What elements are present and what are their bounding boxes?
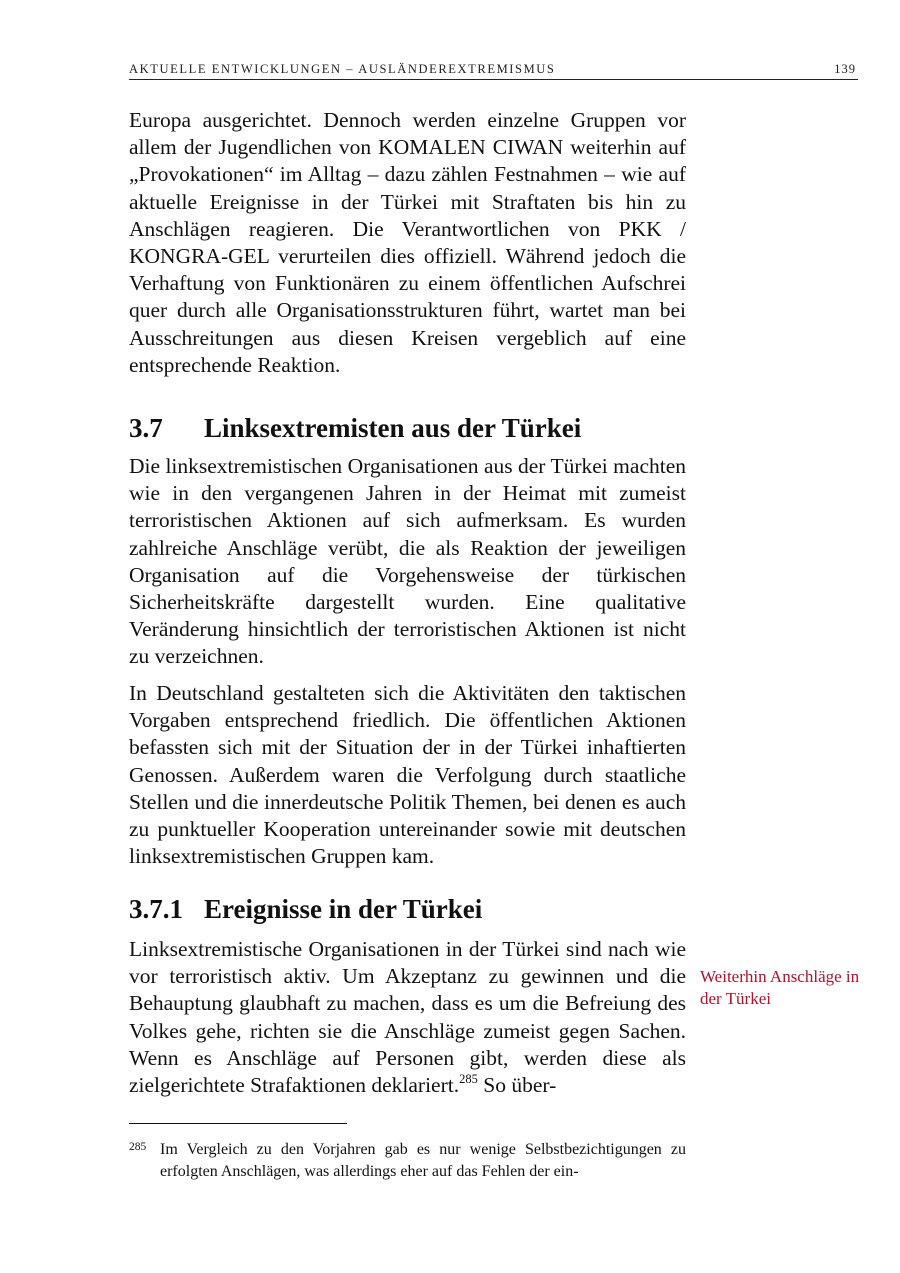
paragraph-tail: So über- <box>477 1073 557 1098</box>
footnote <box>129 1139 686 1182</box>
section-heading-3-7 <box>129 412 581 444</box>
running-title: AKTUELLE ENTWICKLUNGEN – AUSLÄNDEREXTREMISMUS <box>129 62 556 76</box>
intro-block <box>129 107 686 379</box>
footnote-divider <box>129 1123 347 1124</box>
intro-paragraph: Europa ausgerichtet. Dennoch werden einzelne Gruppen vor allem der Jugendlichen von KOMALEN CIWAN weiterhin auf „Provokationen“ im Alltag – dazu zählen Festnahmen – wie auf aktuelle Ereignisse in der Türkei mit Straftaten bis hin zu Anschlägen reagieren. Die Verantwortlichen von PKK / KONGRA-GEL verurteilen dies offiziell. Während jedoch die Verhaftung von Funktionären zu einem öffentlichen Aufschrei quer durch alle Organisationsstrukturen führt, wartet man bei Ausschreitungen aus diesen Kreisen vergeblich auf eine entsprechende Reaktion. <box>129 108 686 377</box>
section-title: Linksextremisten aus der Türkei <box>204 413 582 443</box>
footnote-mark: 285 <box>129 1141 147 1153</box>
footnote-reference[interactable]: 285 <box>459 1072 478 1087</box>
margin-note: Weiterhin Anschläge in der Türkei <box>700 967 860 1008</box>
section-3-7-body-2 <box>129 680 686 870</box>
section-3-7-paragraph-1: Die linksextremistischen Organisationen aus der Türkei machten wie in den vergangenen Jahren in der Heimat mit zumeist terroristischen Aktionen auf sich aufmerksam. Es wurden zahlreiche Anschläge verübt, die als Reaktion der jeweiligen Organisation auf die Vorgehensweise der türkischen Sicherheitskräfte dargestellt wurden. Eine qualitative Veränderung hinsichtlich der terroristischen Aktionen ist nicht zu verzeichnen. <box>129 454 686 669</box>
paragraph-text: Linksextremistische Organisationen in der Türkei sind nach wie vor terroristisch aktiv. Um Akzeptanz zu gewinnen und die Behauptung glaubhaft zu machen, dass es um die Befreiung des Volkes gehe, richten sie die Anschläge zumeist gegen Sachen. Wenn es Anschläge auf Personen gibt, werden diese als zielgerichtete Strafaktionen deklariert. <box>129 937 686 1098</box>
section-3-7-paragraph-2: In Deutschland gestalteten sich die Aktivitäten den taktischen Vorgaben entsprechend friedlich. Die öffentlichen Aktionen befassten sich mit der Situation der in der Türkei inhaftierten Genossen. Außerdem waren die Verfolgung durch staatliche Stellen und die innerdeutsche Politik Themen, bei denen es auch zu punktueller Kooperation untereinander sowie mit deutschen linksextremistischen Gruppen kam. <box>129 681 686 869</box>
subsection-title: Ereignisse in der Türkei <box>204 894 483 924</box>
section-3-7-1-body <box>129 936 686 1099</box>
section-number: 3.7 <box>129 413 163 443</box>
section-heading-3-7-1 <box>129 893 482 925</box>
running-header <box>129 61 858 80</box>
section-3-7-1-paragraph <box>129 936 686 1099</box>
section-3-7-body <box>129 453 686 671</box>
page-number: 139 <box>834 62 856 76</box>
subsection-number: 3.7.1 <box>129 894 183 924</box>
footnote-text: Im Vergleich zu den Vorjahren gab es nur wenige Selbstbezichtigungen zu erfolgten Anschlägen, was allerdings eher auf das Fehlen der ein- <box>160 1141 686 1180</box>
